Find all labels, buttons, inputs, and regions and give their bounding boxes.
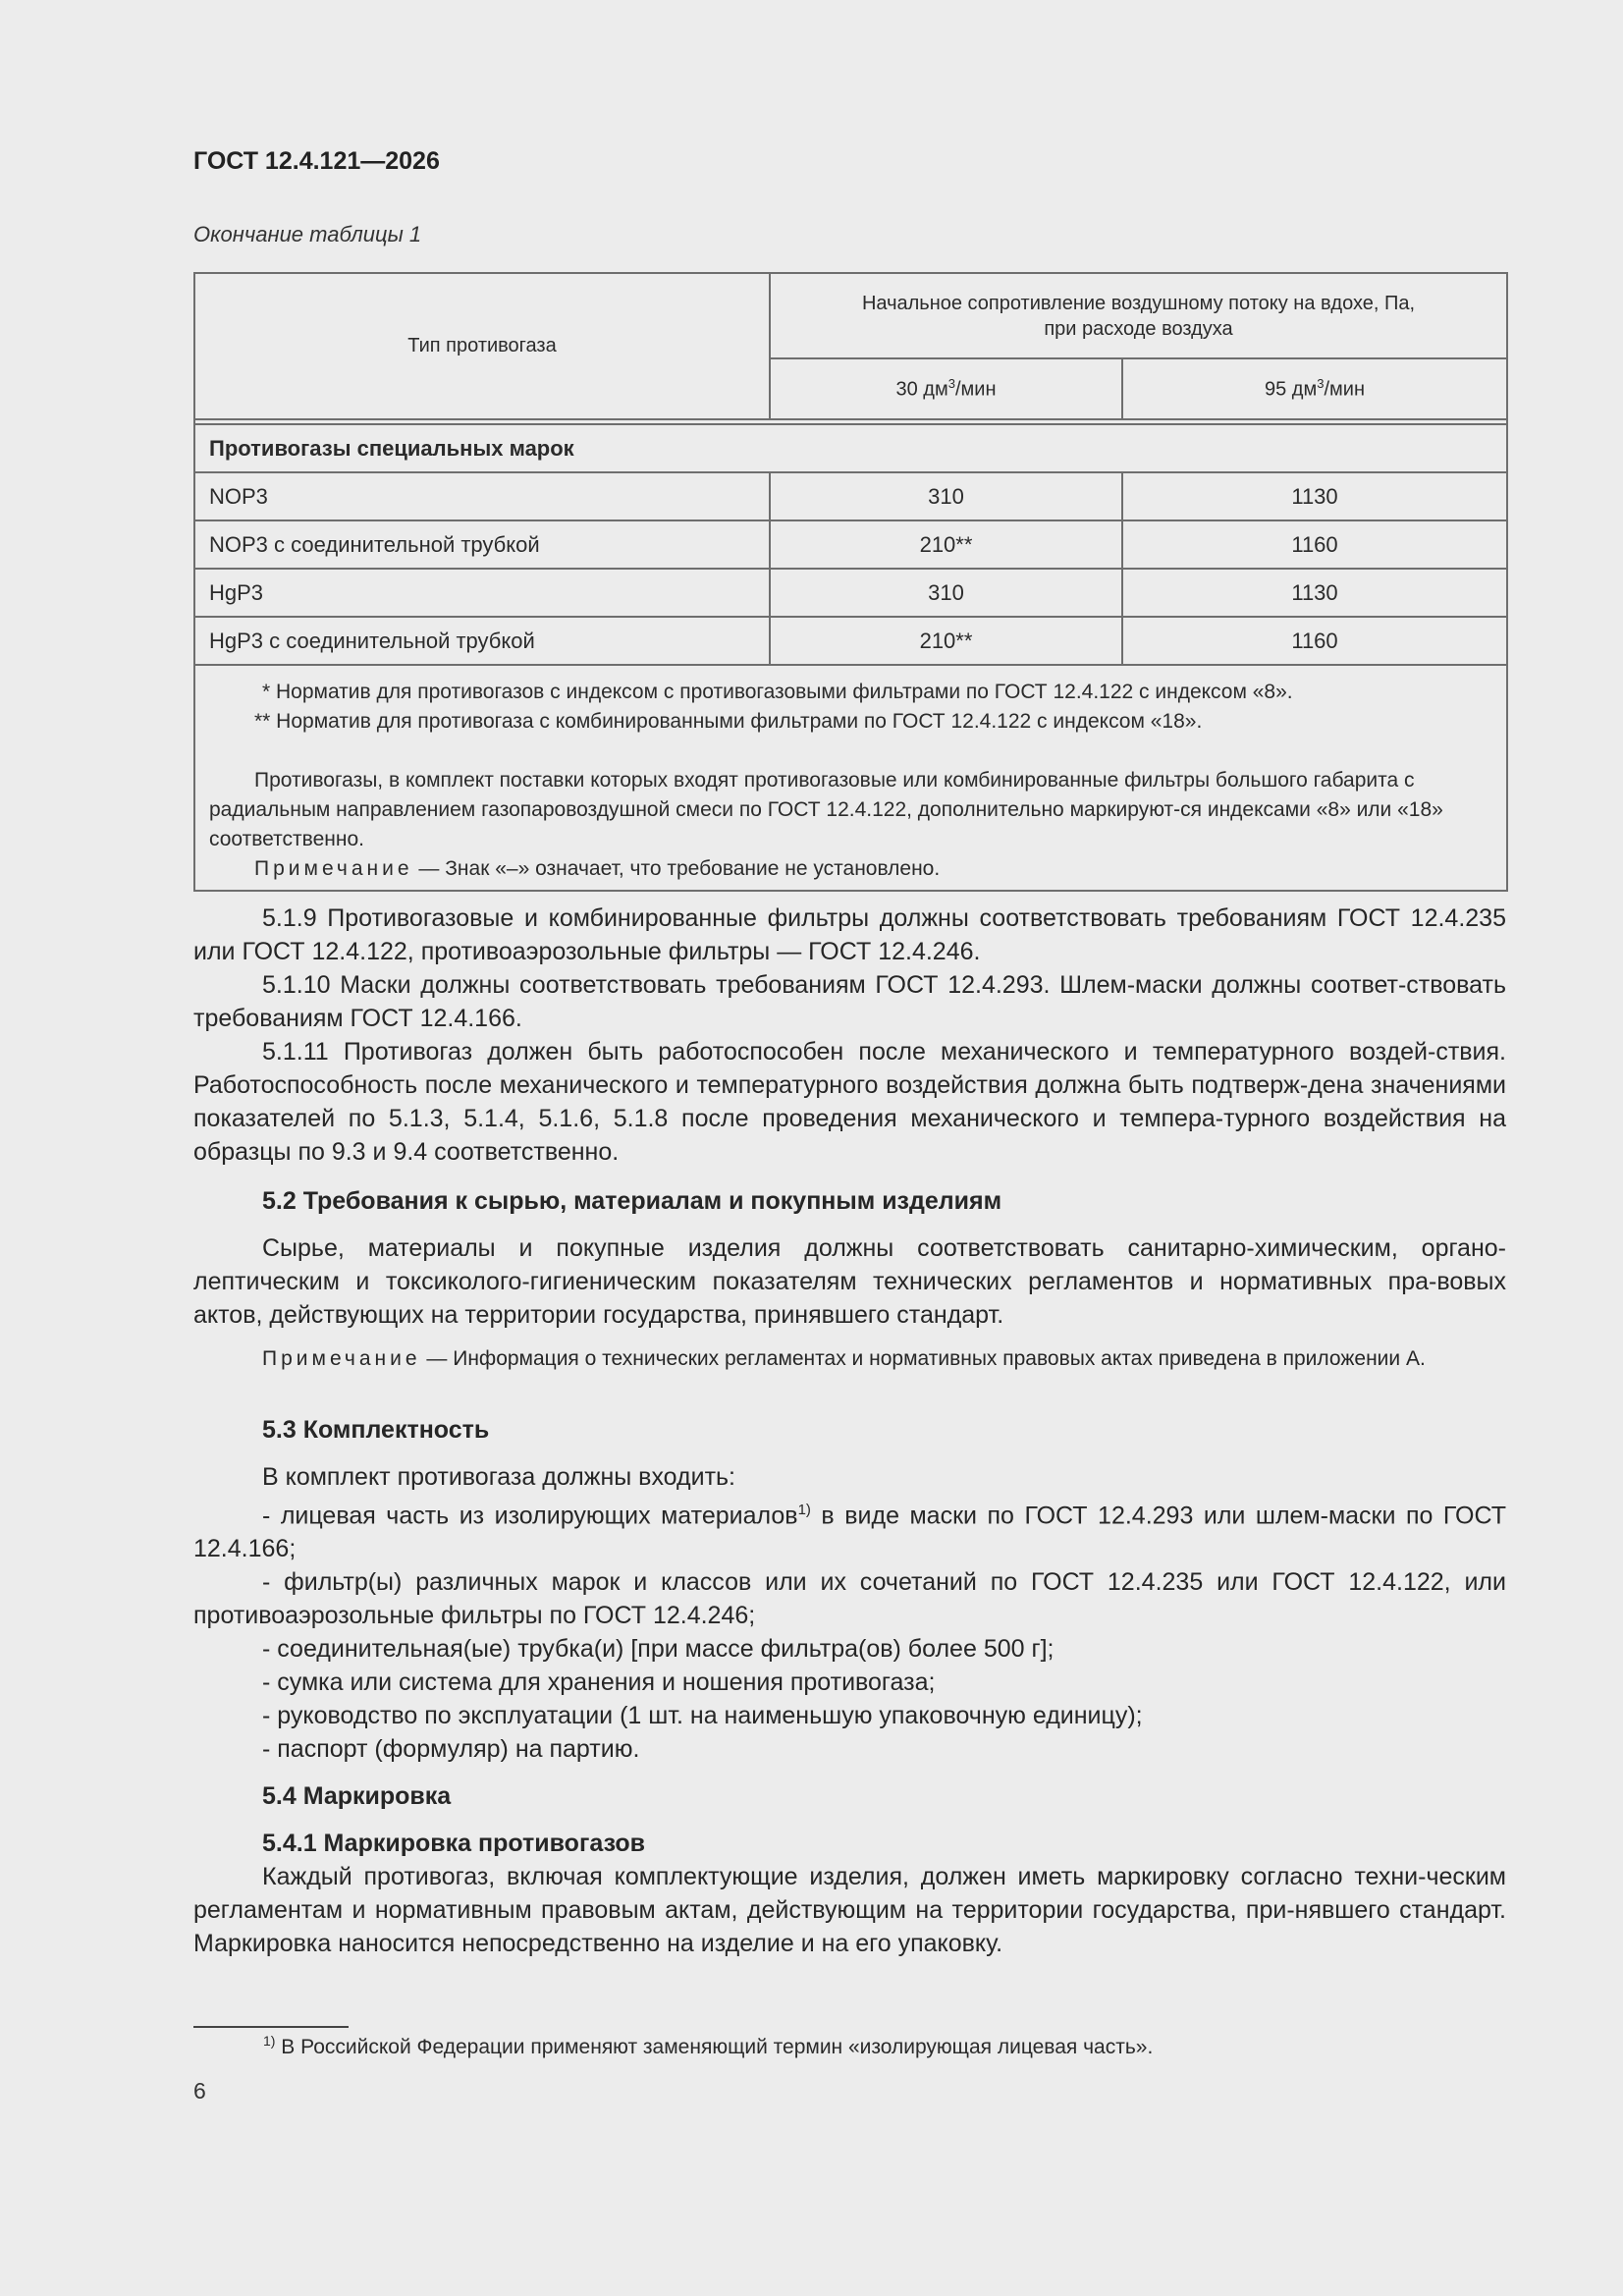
table-row: HgP3 310 1130 (194, 569, 1507, 617)
list-item: - соединительная(ые) трубка(и) [при массе фильтра(ов) более 500 г]; (262, 1635, 1055, 1664)
list-item: - фильтр(ы) различных марок и классов или их сочетаний по ГОСТ 12.4.235 или ГОСТ 12.4.122, или противоаэрозольные фильтры по ГОСТ 12.4.246; (193, 1568, 1506, 1630)
header-initial-resistance: Начальное сопротивление воздушному потоку на вдохе, Па, при расходе воздуха (770, 273, 1507, 358)
note-5-2: Примечание — Информация о технических регламентах и нормативных правовых актах приведена в приложении А. (262, 1347, 1426, 1370)
header-gas-mask-type: Тип противогаза (194, 273, 770, 419)
table-paragraph: Противогазы, в комплект поставки которых входят противогазовые или комбинированные фильтры большого габарита с радиальным направлением газопаровоздушной смеси по ГОСТ 12.4.122, дополнительно маркируют-ся индексами «8» или «18» соответственно. (209, 769, 1443, 850)
clause-5-2-text: Сырье, материалы и покупные изделия должны соответствовать санитарно-химическим, органо-лептическим и токсиколого-гигиеническим показателям технических регламентов и нормативных пра-вовых актов, действующих на территории государства, принявшего стандарт. (193, 1234, 1506, 1329)
main-text (193, 902, 1506, 1960)
clause-5-1-10: 5.1.10 Маски должны соответствовать требованиям ГОСТ 12.4.293. Шлем-маски должны соответ-ствовать требованиям ГОСТ 12.4.166. (193, 971, 1506, 1032)
table-continuation-caption: Окончание таблицы 1 (193, 222, 422, 246)
list-item: - сумка или система для хранения и ношения противогаза; (262, 1668, 936, 1697)
list-item: - паспорт (формуляр) на партию. (262, 1735, 640, 1764)
header-flow-95: 95 $дм^3$/мин (1122, 358, 1507, 419)
heading-5-3: 5.3 Комплектность (262, 1416, 490, 1444)
heading-5-4-1: 5.4.1 Маркировка противогазов (262, 1830, 646, 1858)
table-row: HgP3 с соединительной трубкой 210** 1160 (194, 617, 1507, 665)
table-row: NOP3 310 1130 (194, 472, 1507, 520)
table-notes (194, 665, 1507, 891)
clause-5-3-text: В комплект противогаза должны входить: (262, 1463, 735, 1491)
clause-5-4-1-text: Каждый противогаз, включая комплектующие изделия, должен иметь маркировку согласно техни-ческим регламентам и нормативным правовым актам, действующим на территории государства, при-нявшего стандарт. Маркировка наносится непосредственно на изделие и на его упаковку. (193, 1863, 1506, 1958)
footnote: $^{1)}$ В Российской Федерации применяют заменяющий термин «изолирующая лицевая часть». (263, 2033, 1154, 2058)
table-footnote-1: * Норматив для противогазов с индексом с противогазовыми фильтрами по ГОСТ 12.4.122 с индексом «8». (262, 681, 1293, 703)
resistance-table (193, 272, 1508, 892)
clause-5-1-11: 5.1.11 Противогаз должен быть работоспособен после механического и температурного воздей-ствия. Работоспособность после механического и температурного воздействия должна быть подтверж-дена значениями показателей по 5.1.3, 5.1.4, 5.1.6, 5.1.8 после проведения механического и темпера-турного воздействия на образцы по 9.3 и 9.4 соответственно. (193, 1038, 1506, 1166)
table-row: NOP3 с соединительной трубкой 210** 1160 (194, 520, 1507, 569)
clause-5-1-9: 5.1.9 Противогазовые и комбинированные фильтры должны соответствовать требованиям ГОСТ 12.4.235 или ГОСТ 12.4.122, противоаэрозольные фильтры — ГОСТ 12.4.246. (193, 904, 1506, 965)
table-footnote-2: ** Норматив для противогаза с комбинированными фильтрами по ГОСТ 12.4.122 с индексом «18». (254, 710, 1203, 733)
table-group-title: Противогазы специальных марок (194, 424, 1507, 472)
header-flow-30: 30 $дм^3$/мин (770, 358, 1122, 419)
page-number: 6 (193, 2078, 206, 2104)
heading-5-2: 5.2 Требования к сырью, материалам и покупным изделиям (262, 1187, 1002, 1215)
list-item: - лицевая часть из изолирующих материалов$^{1)}$ в виде маски по ГОСТ 12.4.293 или шлем-маски по ГОСТ 12.4.166; (193, 1502, 1506, 1563)
table-note: Примечание — Знак «–» означает, что требование не установлено. (254, 857, 941, 880)
document-code: ГОСТ 12.4.121—2026 (193, 147, 440, 175)
heading-5-4: 5.4 Маркировка (262, 1782, 452, 1811)
list-item: - руководство по эксплуатации (1 шт. на наименьшую упаковочную единицу); (262, 1702, 1143, 1730)
footnote-separator (193, 2026, 349, 2028)
